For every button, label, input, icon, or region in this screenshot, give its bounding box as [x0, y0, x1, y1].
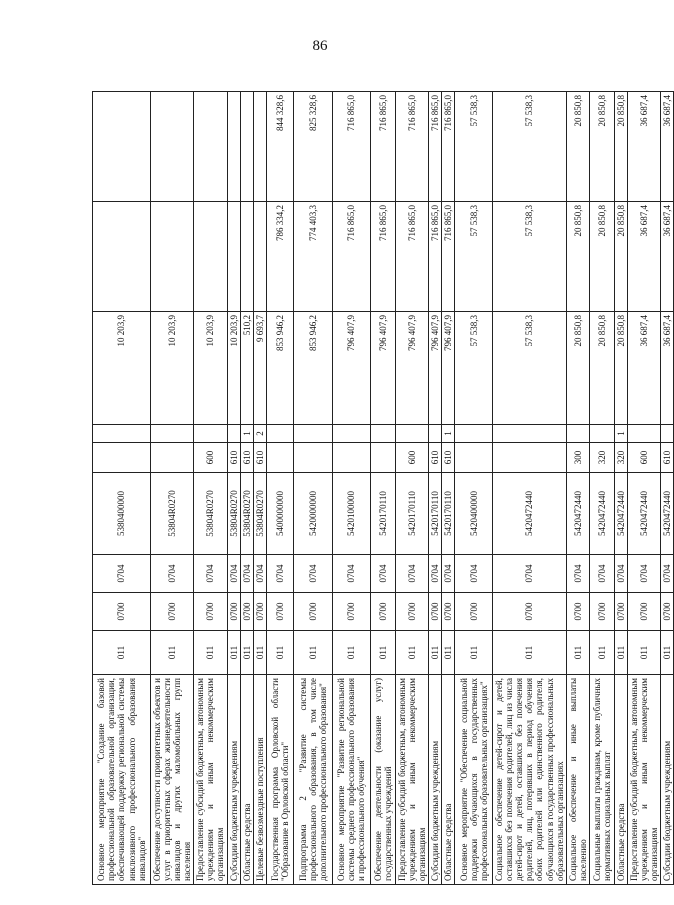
budget-table	[92, 91, 674, 885]
table-row	[293, 92, 332, 885]
table-row	[395, 92, 428, 885]
table-row	[566, 92, 589, 885]
table-row	[661, 92, 674, 885]
funding-source-mark	[332, 425, 370, 443]
amount-1: 20 850,8	[614, 312, 627, 425]
section-code: 0700	[151, 593, 194, 631]
amount-2: 716 865,0	[442, 202, 455, 312]
amount-2: 36 687,4	[627, 202, 660, 312]
row-name: Основное мероприятие "Развитие региональной системы среднего профессионального образования и профессионального обучения"	[332, 675, 370, 885]
funding-source-mark	[227, 425, 240, 443]
expense-type	[370, 443, 395, 473]
amount-2	[253, 202, 266, 312]
subsection-code: 0704	[442, 555, 455, 593]
section-code: 0700	[253, 593, 266, 631]
target-article: 5420000000	[293, 473, 332, 555]
expense-type: 320	[614, 443, 627, 473]
funding-source-mark	[293, 425, 332, 443]
amount-2: 716 865,0	[395, 202, 428, 312]
target-article: 5420170110	[442, 473, 455, 555]
expense-type: 600	[627, 443, 660, 473]
subsection-code: 0704	[589, 555, 614, 593]
target-article: 5380400000	[93, 473, 151, 555]
amount-2	[240, 202, 253, 312]
subsection-code: 0704	[627, 555, 660, 593]
table-row	[253, 92, 266, 885]
section-code: 0700	[293, 593, 332, 631]
ministry-code: 011	[370, 631, 395, 675]
target-article: 5400000000	[266, 473, 293, 555]
ministry-code: 011	[332, 631, 370, 675]
subsection-code: 0704	[93, 555, 151, 593]
row-name: Государственная программа Орловской области "Образование в Орловской области"	[266, 675, 293, 885]
ministry-code: 011	[151, 631, 194, 675]
section-code: 0700	[332, 593, 370, 631]
section-code: 0700	[455, 593, 493, 631]
funding-source-mark	[370, 425, 395, 443]
table-row	[227, 92, 240, 885]
amount-3: 716 865,0	[332, 92, 370, 202]
table-row	[266, 92, 293, 885]
row-name: Целевые безвозмездные поступления	[253, 675, 266, 885]
ministry-code: 011	[566, 631, 589, 675]
section-code: 0700	[614, 593, 627, 631]
subsection-code: 0704	[661, 555, 674, 593]
target-article: 53804R0270	[253, 473, 266, 555]
amount-1: 9 693,7	[253, 312, 266, 425]
ministry-code: 011	[627, 631, 660, 675]
amount-1: 57 538,3	[455, 312, 493, 425]
funding-source-mark	[93, 425, 151, 443]
row-name: Областные средства	[614, 675, 627, 885]
funding-source-mark	[493, 425, 567, 443]
page-number: 86	[312, 38, 328, 54]
amount-3: 20 850,8	[614, 92, 627, 202]
amount-3	[240, 92, 253, 202]
target-article: 5420472440	[566, 473, 589, 555]
table-row	[194, 92, 227, 885]
funding-source-mark	[266, 425, 293, 443]
section-code: 0700	[661, 593, 674, 631]
subsection-code: 0704	[614, 555, 627, 593]
expense-type	[332, 443, 370, 473]
funding-source-mark	[661, 425, 674, 443]
section-code: 0700	[566, 593, 589, 631]
ministry-code: 011	[266, 631, 293, 675]
section-code: 0700	[194, 593, 227, 631]
amount-1: 796 407,9	[429, 312, 442, 425]
subsection-code: 0704	[293, 555, 332, 593]
row-name: Субсидии бюджетным учреждениям	[661, 675, 674, 885]
expense-type	[493, 443, 567, 473]
ministry-code: 011	[661, 631, 674, 675]
amount-3: 36 687,4	[661, 92, 674, 202]
ministry-code: 011	[442, 631, 455, 675]
amount-3: 716 865,0	[370, 92, 395, 202]
amount-1: 853 946,2	[293, 312, 332, 425]
row-name: Подпрограмма 2 "Развитие системы профессионального образования, в том числе дополнительного профессионального образования"	[293, 675, 332, 885]
amount-1: 853 946,2	[266, 312, 293, 425]
subsection-code: 0704	[455, 555, 493, 593]
target-article: 5420170110	[370, 473, 395, 555]
amount-2: 716 865,0	[429, 202, 442, 312]
row-name: Субсидии бюджетным учреждениям	[227, 675, 240, 885]
section-code: 0700	[395, 593, 428, 631]
budget-table-rotated	[92, 92, 673, 885]
target-article: 53804R0270	[240, 473, 253, 555]
ministry-code: 011	[429, 631, 442, 675]
expense-type: 610	[661, 443, 674, 473]
section-code: 0700	[266, 593, 293, 631]
expense-type: 600	[395, 443, 428, 473]
target-article: 53804R0270	[194, 473, 227, 555]
table-row	[332, 92, 370, 885]
section-code: 0700	[589, 593, 614, 631]
expense-type	[293, 443, 332, 473]
target-article: 5420100000	[332, 473, 370, 555]
subsection-code: 0704	[395, 555, 428, 593]
amount-3: 20 850,8	[566, 92, 589, 202]
target-article: 5420472440	[589, 473, 614, 555]
row-name: Субсидии бюджетным учреждениям	[429, 675, 442, 885]
expense-type: 610	[442, 443, 455, 473]
ministry-code: 011	[589, 631, 614, 675]
amount-1: 36 687,4	[627, 312, 660, 425]
row-name: Областные средства	[442, 675, 455, 885]
table-row	[93, 92, 151, 885]
amount-2	[93, 202, 151, 312]
funding-source-mark	[395, 425, 428, 443]
amount-3: 716 865,0	[442, 92, 455, 202]
section-code: 0700	[493, 593, 567, 631]
ministry-code: 011	[493, 631, 567, 675]
row-name: Социальное обеспечение детей-сирот и детей, оставшихся без попечения родителей, лиц из числа детей-сирот и детей, оставшихся без попечения родителей, лиц, потерявших в период обучения обоих родителей или единственного родителя, обучающихся в государственных профессиональных образовательных организациях	[493, 675, 567, 885]
amount-1: 20 850,8	[566, 312, 589, 425]
section-code: 0700	[429, 593, 442, 631]
amount-1: 36 687,4	[661, 312, 674, 425]
funding-source-mark	[194, 425, 227, 443]
amount-1: 796 407,9	[332, 312, 370, 425]
target-article: 5420472440	[627, 473, 660, 555]
subsection-code: 0704	[332, 555, 370, 593]
target-article: 5420400000	[455, 473, 493, 555]
expense-type	[93, 443, 151, 473]
section-code: 0700	[227, 593, 240, 631]
funding-source-mark: 1	[614, 425, 627, 443]
funding-source-mark	[627, 425, 660, 443]
subsection-code: 0704	[240, 555, 253, 593]
expense-type: 610	[429, 443, 442, 473]
subsection-code: 0704	[370, 555, 395, 593]
target-article: 5420170110	[395, 473, 428, 555]
target-article: 53804R0270	[151, 473, 194, 555]
amount-2: 20 850,8	[566, 202, 589, 312]
amount-3: 36 687,4	[627, 92, 660, 202]
table-row	[370, 92, 395, 885]
target-article: 5420170110	[429, 473, 442, 555]
section-code: 0700	[240, 593, 253, 631]
amount-1: 10 203,9	[194, 312, 227, 425]
row-name: Социальное обеспечение и иные выплаты населению	[566, 675, 589, 885]
expense-type	[151, 443, 194, 473]
funding-source-mark	[429, 425, 442, 443]
target-article: 5420472440	[614, 473, 627, 555]
amount-3	[227, 92, 240, 202]
expense-type: 610	[227, 443, 240, 473]
subsection-code: 0704	[266, 555, 293, 593]
expense-type: 300	[566, 443, 589, 473]
target-article: 5420472440	[661, 473, 674, 555]
amount-2: 20 850,8	[614, 202, 627, 312]
subsection-code: 0704	[194, 555, 227, 593]
funding-source-mark: 1	[442, 425, 455, 443]
row-name: Обеспечение деятельности (оказание услуг) государственных учреждений	[370, 675, 395, 885]
ministry-code: 011	[293, 631, 332, 675]
section-code: 0700	[627, 593, 660, 631]
subsection-code: 0704	[429, 555, 442, 593]
expense-type: 600	[194, 443, 227, 473]
subsection-code: 0704	[253, 555, 266, 593]
ministry-code: 011	[240, 631, 253, 675]
amount-1: 57 538,3	[493, 312, 567, 425]
amount-3	[194, 92, 227, 202]
table-row	[614, 92, 627, 885]
row-name: Основное мероприятие "Создание базовой профессиональной образовательной организации, обеспечивающей поддержку региональной системы инклюзивного профессионального образования инвалидов"	[93, 675, 151, 885]
amount-3: 20 850,8	[589, 92, 614, 202]
expense-type: 610	[240, 443, 253, 473]
funding-source-mark	[589, 425, 614, 443]
funding-source-mark: 1	[240, 425, 253, 443]
ministry-code: 011	[395, 631, 428, 675]
target-article: 5420472440	[493, 473, 567, 555]
amount-2	[151, 202, 194, 312]
amount-2	[227, 202, 240, 312]
amount-2: 716 865,0	[332, 202, 370, 312]
amount-1: 20 850,8	[589, 312, 614, 425]
row-name: Социальные выплаты гражданам, кроме публичных нормативных социальных выплат	[589, 675, 614, 885]
subsection-code: 0704	[227, 555, 240, 593]
amount-2: 716 865,0	[370, 202, 395, 312]
amount-3	[151, 92, 194, 202]
expense-type	[266, 443, 293, 473]
table-row	[589, 92, 614, 885]
expense-type	[455, 443, 493, 473]
amount-1: 796 407,9	[370, 312, 395, 425]
table-row	[151, 92, 194, 885]
funding-source-mark	[566, 425, 589, 443]
ministry-code: 011	[93, 631, 151, 675]
amount-1: 10 203,9	[151, 312, 194, 425]
amount-3	[93, 92, 151, 202]
amount-2: 57 538,3	[493, 202, 567, 312]
ministry-code: 011	[455, 631, 493, 675]
amount-3: 844 328,6	[266, 92, 293, 202]
table-row	[240, 92, 253, 885]
expense-type: 610	[253, 443, 266, 473]
amount-3: 57 538,3	[455, 92, 493, 202]
amount-2: 57 538,3	[455, 202, 493, 312]
amount-2: 774 403,3	[293, 202, 332, 312]
amount-2: 786 334,2	[266, 202, 293, 312]
funding-source-mark	[455, 425, 493, 443]
row-name: Предоставление субсидий бюджетным, автономным учреждениям и иным некоммерческим организациям	[395, 675, 428, 885]
amount-2: 20 850,8	[589, 202, 614, 312]
ministry-code: 011	[194, 631, 227, 675]
amount-3: 57 538,3	[493, 92, 567, 202]
amount-3: 716 865,0	[429, 92, 442, 202]
table-row	[493, 92, 567, 885]
amount-1: 10 203,9	[93, 312, 151, 425]
section-code: 0700	[442, 593, 455, 631]
amount-1: 510,2	[240, 312, 253, 425]
table-row	[455, 92, 493, 885]
ministry-code: 011	[614, 631, 627, 675]
funding-source-mark	[151, 425, 194, 443]
table-row	[627, 92, 660, 885]
ministry-code: 011	[253, 631, 266, 675]
subsection-code: 0704	[493, 555, 567, 593]
subsection-code: 0704	[151, 555, 194, 593]
amount-3	[253, 92, 266, 202]
amount-1: 796 407,9	[442, 312, 455, 425]
amount-3: 716 865,0	[395, 92, 428, 202]
table-row	[442, 92, 455, 885]
amount-3: 825 328,6	[293, 92, 332, 202]
amount-1: 796 407,9	[395, 312, 428, 425]
row-name: Предоставление субсидий бюджетным, автономным учреждениям и иным некоммерческим организациям	[627, 675, 660, 885]
row-name: Основное мероприятие "Обеспечение социальной поддержки обучающихся в государственных профессиональных образовательных организациях"	[455, 675, 493, 885]
subsection-code: 0704	[566, 555, 589, 593]
target-article: 53804R0270	[227, 473, 240, 555]
row-name: Обеспечение доступности приоритетных объектов и услуг в приоритетных сферах жизнедеятельности инвалидов и других маломобильных групп населения	[151, 675, 194, 885]
ministry-code: 011	[227, 631, 240, 675]
table-row	[429, 92, 442, 885]
amount-1: 10 203,9	[227, 312, 240, 425]
expense-type: 320	[589, 443, 614, 473]
funding-source-mark: 2	[253, 425, 266, 443]
section-code: 0700	[93, 593, 151, 631]
section-code: 0700	[370, 593, 395, 631]
row-name: Предоставление субсидий бюджетным, автономным учреждениям и иным некоммерческим организациям	[194, 675, 227, 885]
row-name: Областные средства	[240, 675, 253, 885]
amount-2: 36 687,4	[661, 202, 674, 312]
amount-2	[194, 202, 227, 312]
